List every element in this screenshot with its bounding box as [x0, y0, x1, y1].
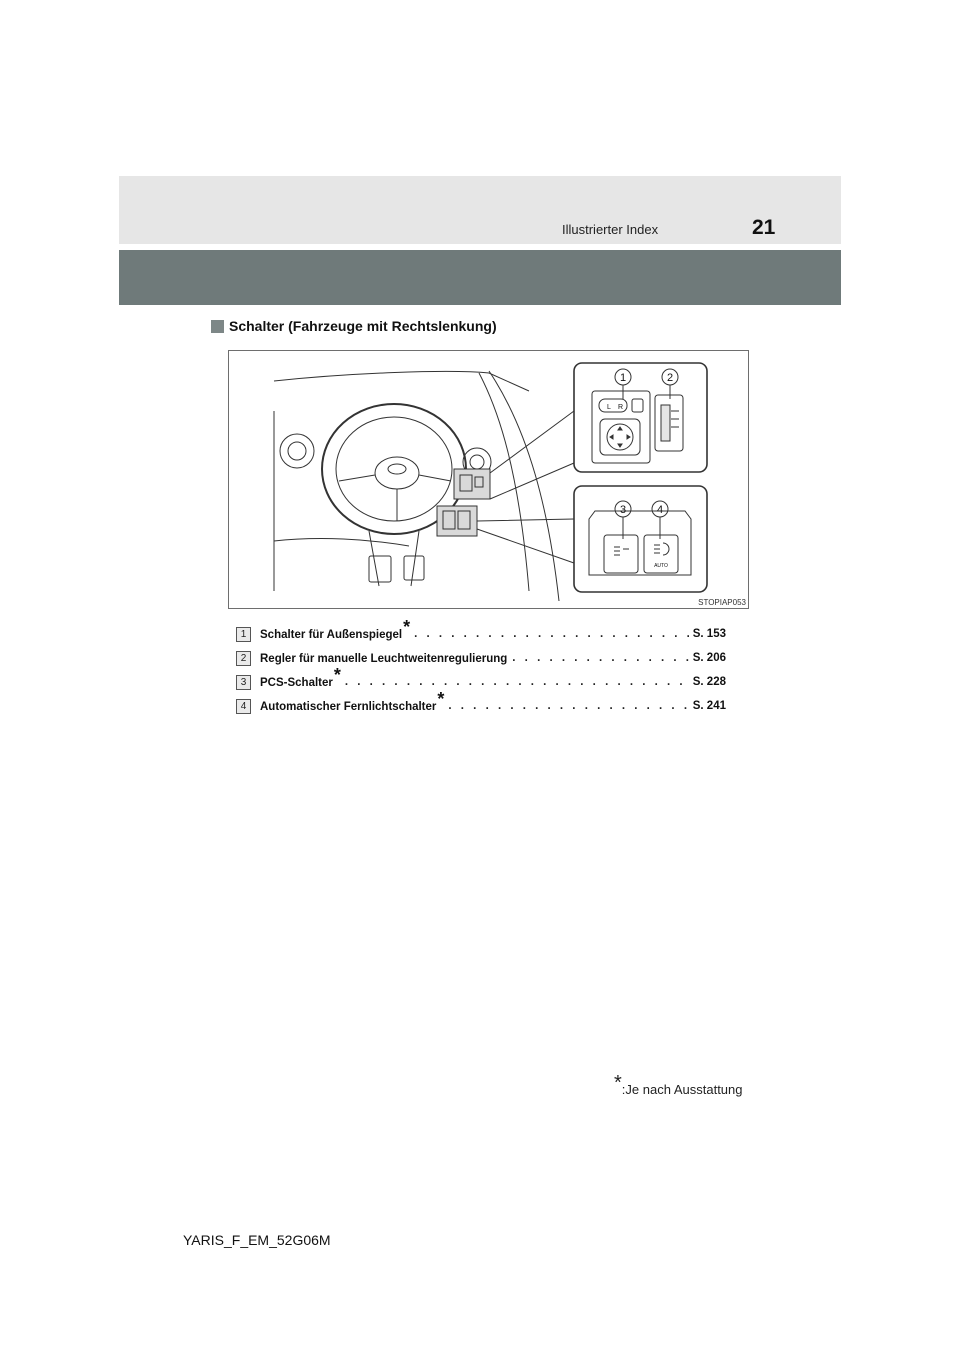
legend-label: Regler für manuelle Leuchtweitenregulierung	[260, 652, 508, 665]
legend-number-badge: 2	[236, 651, 251, 666]
leader-dots	[345, 676, 689, 688]
legend-number-badge: 4	[236, 699, 251, 714]
left-vent	[280, 434, 314, 468]
asterisk-mark: *	[403, 617, 411, 638]
document-code: YARIS_F_EM_52G06M	[183, 1232, 331, 1248]
legend-list	[236, 617, 726, 718]
legend-label: PCS-Schalter*	[260, 665, 341, 689]
switch-label-auto: AUTO	[654, 563, 668, 569]
pedal	[369, 556, 391, 582]
leader-dots	[448, 700, 688, 712]
header-band	[119, 176, 841, 244]
legend-item	[236, 665, 726, 694]
steering-hub	[375, 457, 419, 489]
dashboard-illustration	[228, 350, 749, 609]
footnote-text: :Je nach Ausstattung	[621, 1082, 743, 1097]
footnote-asterisk: *	[614, 1071, 622, 1094]
pcs-switch-callout-box	[574, 486, 707, 592]
callout-number-2: 2	[666, 372, 674, 384]
switch-label-right: R	[618, 404, 624, 411]
page-reference: S. 153	[692, 628, 726, 640]
legend-item	[236, 689, 726, 718]
square-bullet-icon	[211, 320, 224, 333]
title-bar	[119, 250, 841, 305]
page-number: 21	[752, 216, 776, 239]
page-reference: S. 241	[692, 700, 726, 712]
page-reference: S. 206	[692, 652, 726, 664]
steering-column	[369, 531, 419, 586]
footnote	[613, 1071, 743, 1097]
leader-dots	[414, 628, 689, 640]
dashboard-lower	[274, 411, 409, 591]
callout-number-1: 1	[619, 372, 627, 384]
callout-number-4: 4	[656, 504, 664, 516]
asterisk-mark: *	[437, 689, 445, 710]
section-heading-text: Schalter (Fahrzeuge mit Rechtslenkung)	[229, 318, 497, 334]
callout-number-3: 3	[619, 504, 627, 516]
door-line	[489, 371, 559, 601]
header-section-title: Illustrierter Index	[562, 222, 659, 237]
legend-item	[236, 646, 726, 670]
leader-dots	[512, 652, 688, 664]
asterisk-mark: *	[333, 665, 341, 686]
legend-label: Schalter für Außenspiegel*	[260, 617, 411, 641]
figure-code: STOPIAP053	[698, 598, 746, 607]
page-reference: S. 228	[692, 676, 726, 688]
legend-number-badge: 1	[236, 627, 251, 642]
dashboard-drawing	[229, 351, 748, 608]
section-heading	[211, 318, 497, 334]
leader-lines-top	[490, 411, 574, 499]
switch-label-left: L	[607, 404, 611, 411]
pcs-switch	[604, 535, 638, 573]
legend-item	[236, 617, 726, 646]
mirror-switch-callout-box	[574, 363, 707, 472]
legend-label: Automatischer Fernlichtschalter*	[260, 689, 445, 713]
legend-number-badge: 3	[236, 675, 251, 690]
